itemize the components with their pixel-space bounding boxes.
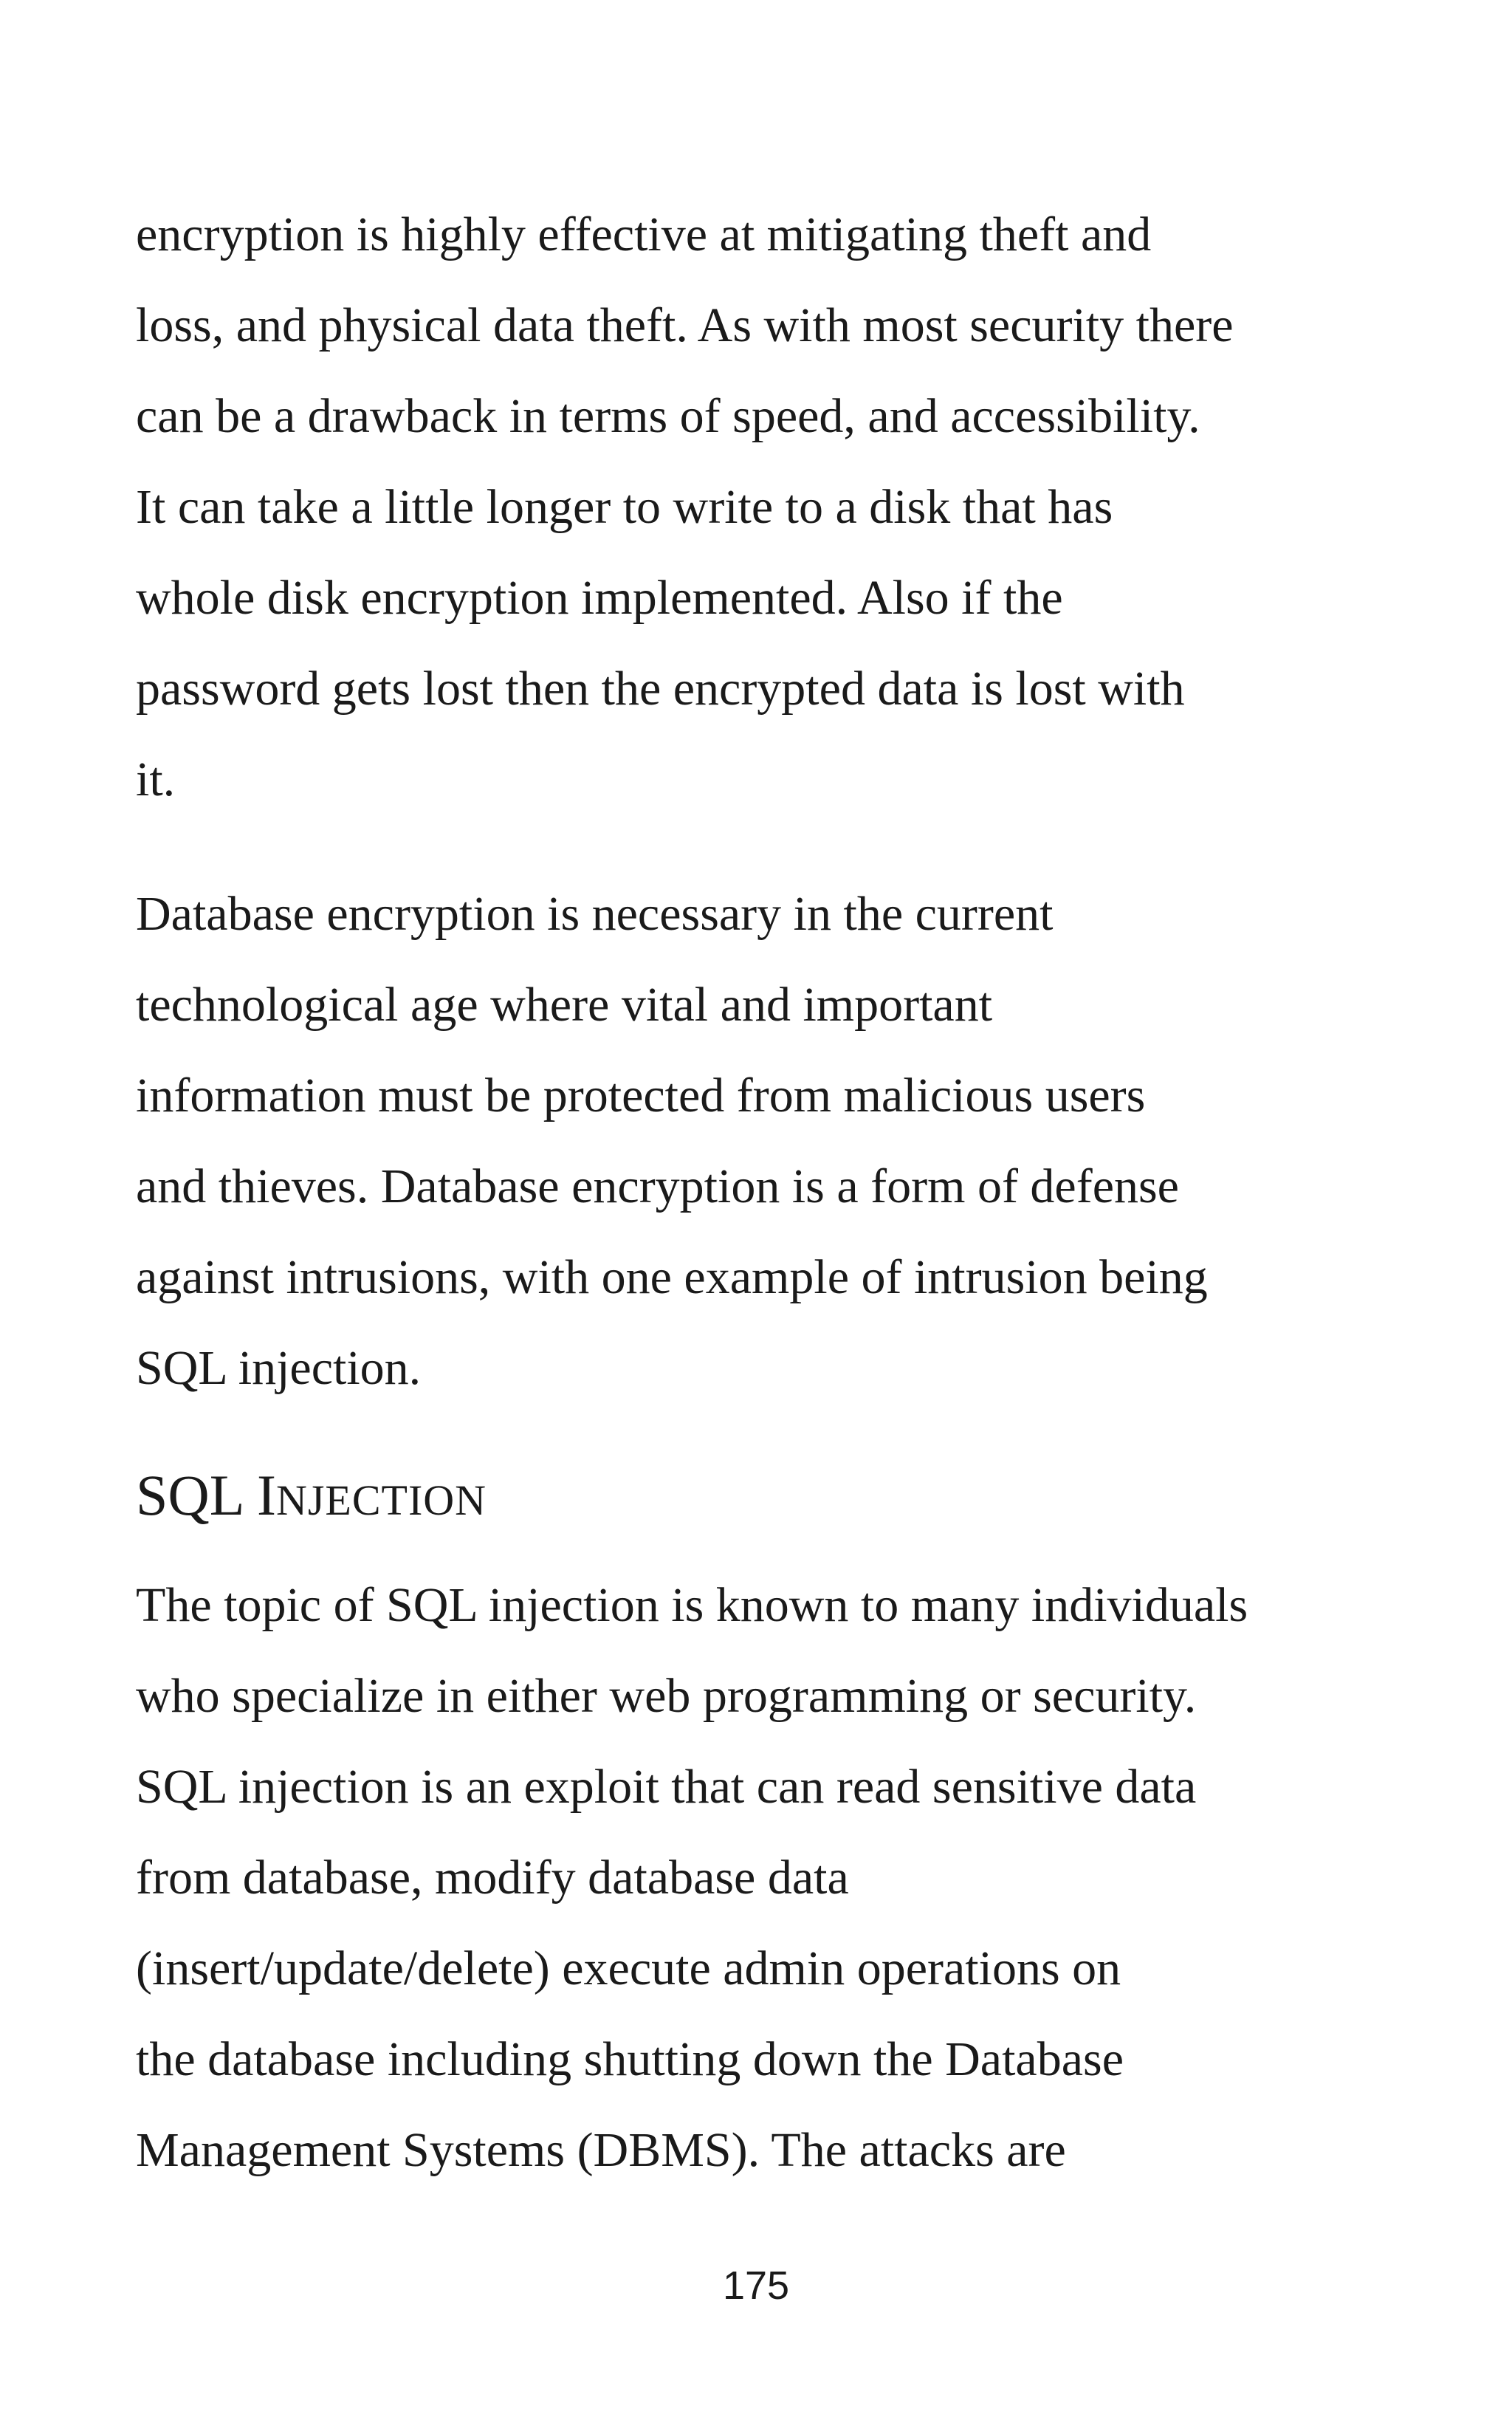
text-line: whole disk encryption implemented. Also if the (136, 571, 1063, 625)
paragraph-database-encryption (136, 868, 1406, 1413)
text-line: technological age where vital and important (136, 978, 993, 1032)
text-line: the database including shutting down the Database (136, 2032, 1124, 2086)
text-line: The topic of SQL injection is known to many individuals (136, 1578, 1248, 1632)
text-line: SQL injection is an exploit that can read sensitive data (136, 1760, 1197, 1814)
section-heading (136, 1458, 487, 1538)
heading-word-sql: SQL (136, 1463, 243, 1527)
heading-small-caps: NJECTION (275, 1476, 487, 1524)
text-line: password gets lost then the encrypted data is lost with (136, 662, 1185, 716)
text-line: (insert/update/delete) execute admin operations on (136, 1941, 1121, 1995)
text-line: loss, and physical data theft. As with most security there (136, 298, 1234, 352)
heading-initial: I (256, 1463, 276, 1527)
text-line: it. (136, 753, 176, 806)
text-line: and thieves. Database encryption is a form of defense (136, 1159, 1179, 1213)
paragraph-sql-injection (136, 1560, 1406, 2196)
text-line: Management Systems (DBMS). The attacks are (136, 2123, 1066, 2177)
page-number: 175 (722, 2263, 790, 2308)
text-line: who specialize in either web programming or security. (136, 1669, 1197, 1723)
paragraph-encryption-drawbacks (136, 189, 1406, 825)
text-line: information must be protected from malicious users (136, 1069, 1146, 1122)
text-line: It can take a little longer to write to a disk that has (136, 480, 1113, 534)
text-line: from database, modify database data (136, 1851, 849, 1905)
text-line: against intrusions, with one example of intrusion being (136, 1250, 1208, 1304)
text-line: encryption is highly effective at mitigating theft and (136, 208, 1152, 261)
text-line: SQL injection. (136, 1341, 422, 1395)
text-line: can be a drawback in terms of speed, and accessibility. (136, 389, 1200, 443)
text-line: Database encryption is necessary in the current (136, 887, 1054, 941)
